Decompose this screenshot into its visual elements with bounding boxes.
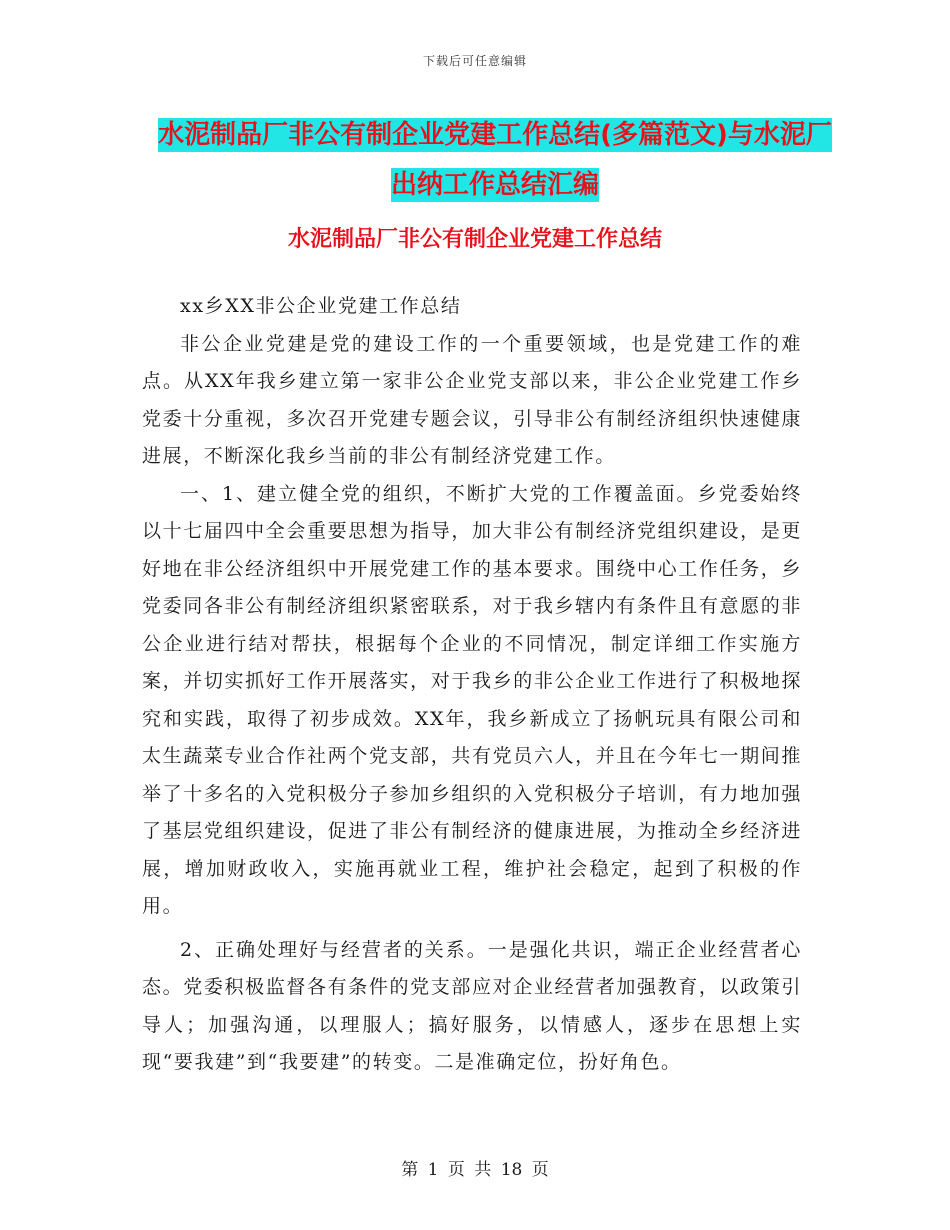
- paragraph: 2、正确处理好与经营者的关系。一是强化共识，端正企业经营者心态。党委积极监督各有条件的党支部应对企业经营者加强教育，以政策引导人；加强沟通，以理服人；搞好服务，以情感人，逐步在思想上实现“要我建”到“我要建”的转变。二是准确定位，扮好角色。: [142, 938, 802, 1073]
- page-footer: 第 1 页 共 18 页: [401, 1160, 549, 1180]
- section-title: 水泥制品厂非公有制企业党建工作总结: [287, 227, 662, 252]
- paragraph: 非公企业党建是党的建设工作的一个重要领域，也是党建工作的难点。从XX年我乡建立第一家非公企业党支部以来，非公企业党建工作乡党委十分重视，多次召开党建专题会议，引导非公有制经济组织快速健康进展，不断深化我乡当前的非公有制经济党建工作。: [142, 332, 802, 467]
- header-note: 下载后可任意编辑: [422, 54, 527, 68]
- document-title: [150, 110, 840, 210]
- paragraph: 一、1、建立健全党的组织，不断扩大党的工作覆盖面。乡党委始终以十七届四中全会重要思想为指导，加大非公有制经济党组织建设，是更好地在非公经济组织中开展党建工作的基本要求。围绕中心工作任务，乡党委同各非公有制经济组织紧密联系，对于我乡辖内有条件且有意愿的非公企业进行结对帮扶，根据每个企业的不同情况，制定详细工作实施方案，并切实抓好工作开展落实，对于我乡的非公企业工作进行了积极地探究和实践，取得了初步成效。XX年，我乡新成立了扬帆玩具有限公司和太生蔬菜专业合作社两个党支部，共有党员六人，并且在今年七一期间推举了十多名的入党积极分子参加乡组织的入党积极分子培训，有力地加强了基层党组织建设，促进了非公有制经济的健康进展，为推动全乡经济进展，增加财政收入，实施再就业工程，维护社会稳定，起到了积极的作用。: [142, 482, 802, 917]
- paragraph-heading: xx乡XX非公企业党建工作总结: [180, 295, 462, 317]
- body-text: [142, 288, 802, 1082]
- document-title-text: 水泥制品厂非公有制企业党建工作总结(多篇范文)与水泥厂出纳工作总结汇编: [158, 120, 832, 200]
